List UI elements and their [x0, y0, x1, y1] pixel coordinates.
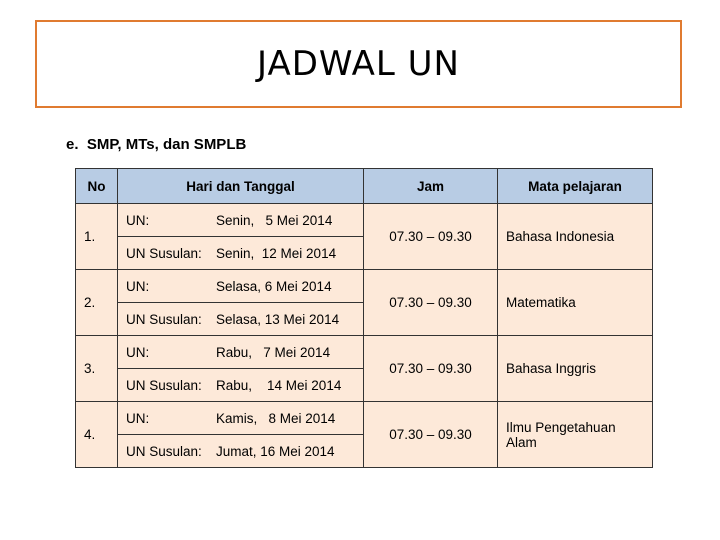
un-date-cell: [118, 336, 364, 369]
mapel-cell: Ilmu Pengetahuan Alam: [498, 402, 653, 468]
row-number: 2.: [76, 270, 118, 336]
header-hari-tanggal: Hari dan Tanggal: [118, 169, 364, 204]
susulan-date-cell: [118, 435, 364, 468]
row-number: 1.: [76, 204, 118, 270]
un-date: Rabu, 7 Mei 2014: [216, 344, 331, 360]
un-date: Selasa, 6 Mei 2014: [216, 278, 332, 294]
table-row: [76, 270, 653, 303]
jam-cell: 07.30 – 09.30: [364, 270, 498, 336]
row-number: 4.: [76, 402, 118, 468]
table-row: [76, 402, 653, 435]
mapel-cell: Bahasa Indonesia: [498, 204, 653, 270]
susulan-date-cell: [118, 303, 364, 336]
susulan-date-cell: [118, 237, 364, 270]
susulan-date: Rabu, 14 Mei 2014: [216, 377, 342, 393]
un-date: Kamis, 8 Mei 2014: [216, 410, 336, 426]
susulan-date: Jumat, 16 Mei 2014: [216, 443, 335, 459]
un-date: Senin, 5 Mei 2014: [216, 212, 333, 228]
mapel-cell: Bahasa Inggris: [498, 336, 653, 402]
section-subtitle: e. SMP, MTs, dan SMPLB: [66, 136, 247, 153]
schedule-table: [75, 168, 653, 468]
susulan-label: UN Susulan:: [126, 377, 202, 393]
susulan-label: UN Susulan:: [126, 311, 202, 327]
susulan-label: UN Susulan:: [126, 245, 202, 261]
jam-cell: 07.30 – 09.30: [364, 402, 498, 468]
jam-cell: 07.30 – 09.30: [364, 336, 498, 402]
susulan-date-cell: [118, 369, 364, 402]
header-mata-pelajaran: Mata pelajaran: [498, 169, 653, 204]
title-box: [35, 20, 682, 108]
un-date-cell: [118, 204, 364, 237]
table-row: [76, 204, 653, 237]
jam-cell: 07.30 – 09.30: [364, 204, 498, 270]
table-header-row: [76, 169, 653, 204]
header-no: No: [76, 169, 118, 204]
un-date-cell: [118, 402, 364, 435]
mapel-cell: Matematika: [498, 270, 653, 336]
header-jam: Jam: [364, 169, 498, 204]
table-row: [76, 336, 653, 369]
un-label: UN:: [126, 278, 150, 294]
page-title: JADWAL UN: [257, 44, 460, 84]
un-label: UN:: [126, 410, 150, 426]
row-number: 3.: [76, 336, 118, 402]
susulan-date: Selasa, 13 Mei 2014: [216, 311, 340, 327]
un-label: UN:: [126, 212, 150, 228]
susulan-date: Senin, 12 Mei 2014: [216, 245, 337, 261]
un-label: UN:: [126, 344, 150, 360]
susulan-label: UN Susulan:: [126, 443, 202, 459]
un-date-cell: [118, 270, 364, 303]
